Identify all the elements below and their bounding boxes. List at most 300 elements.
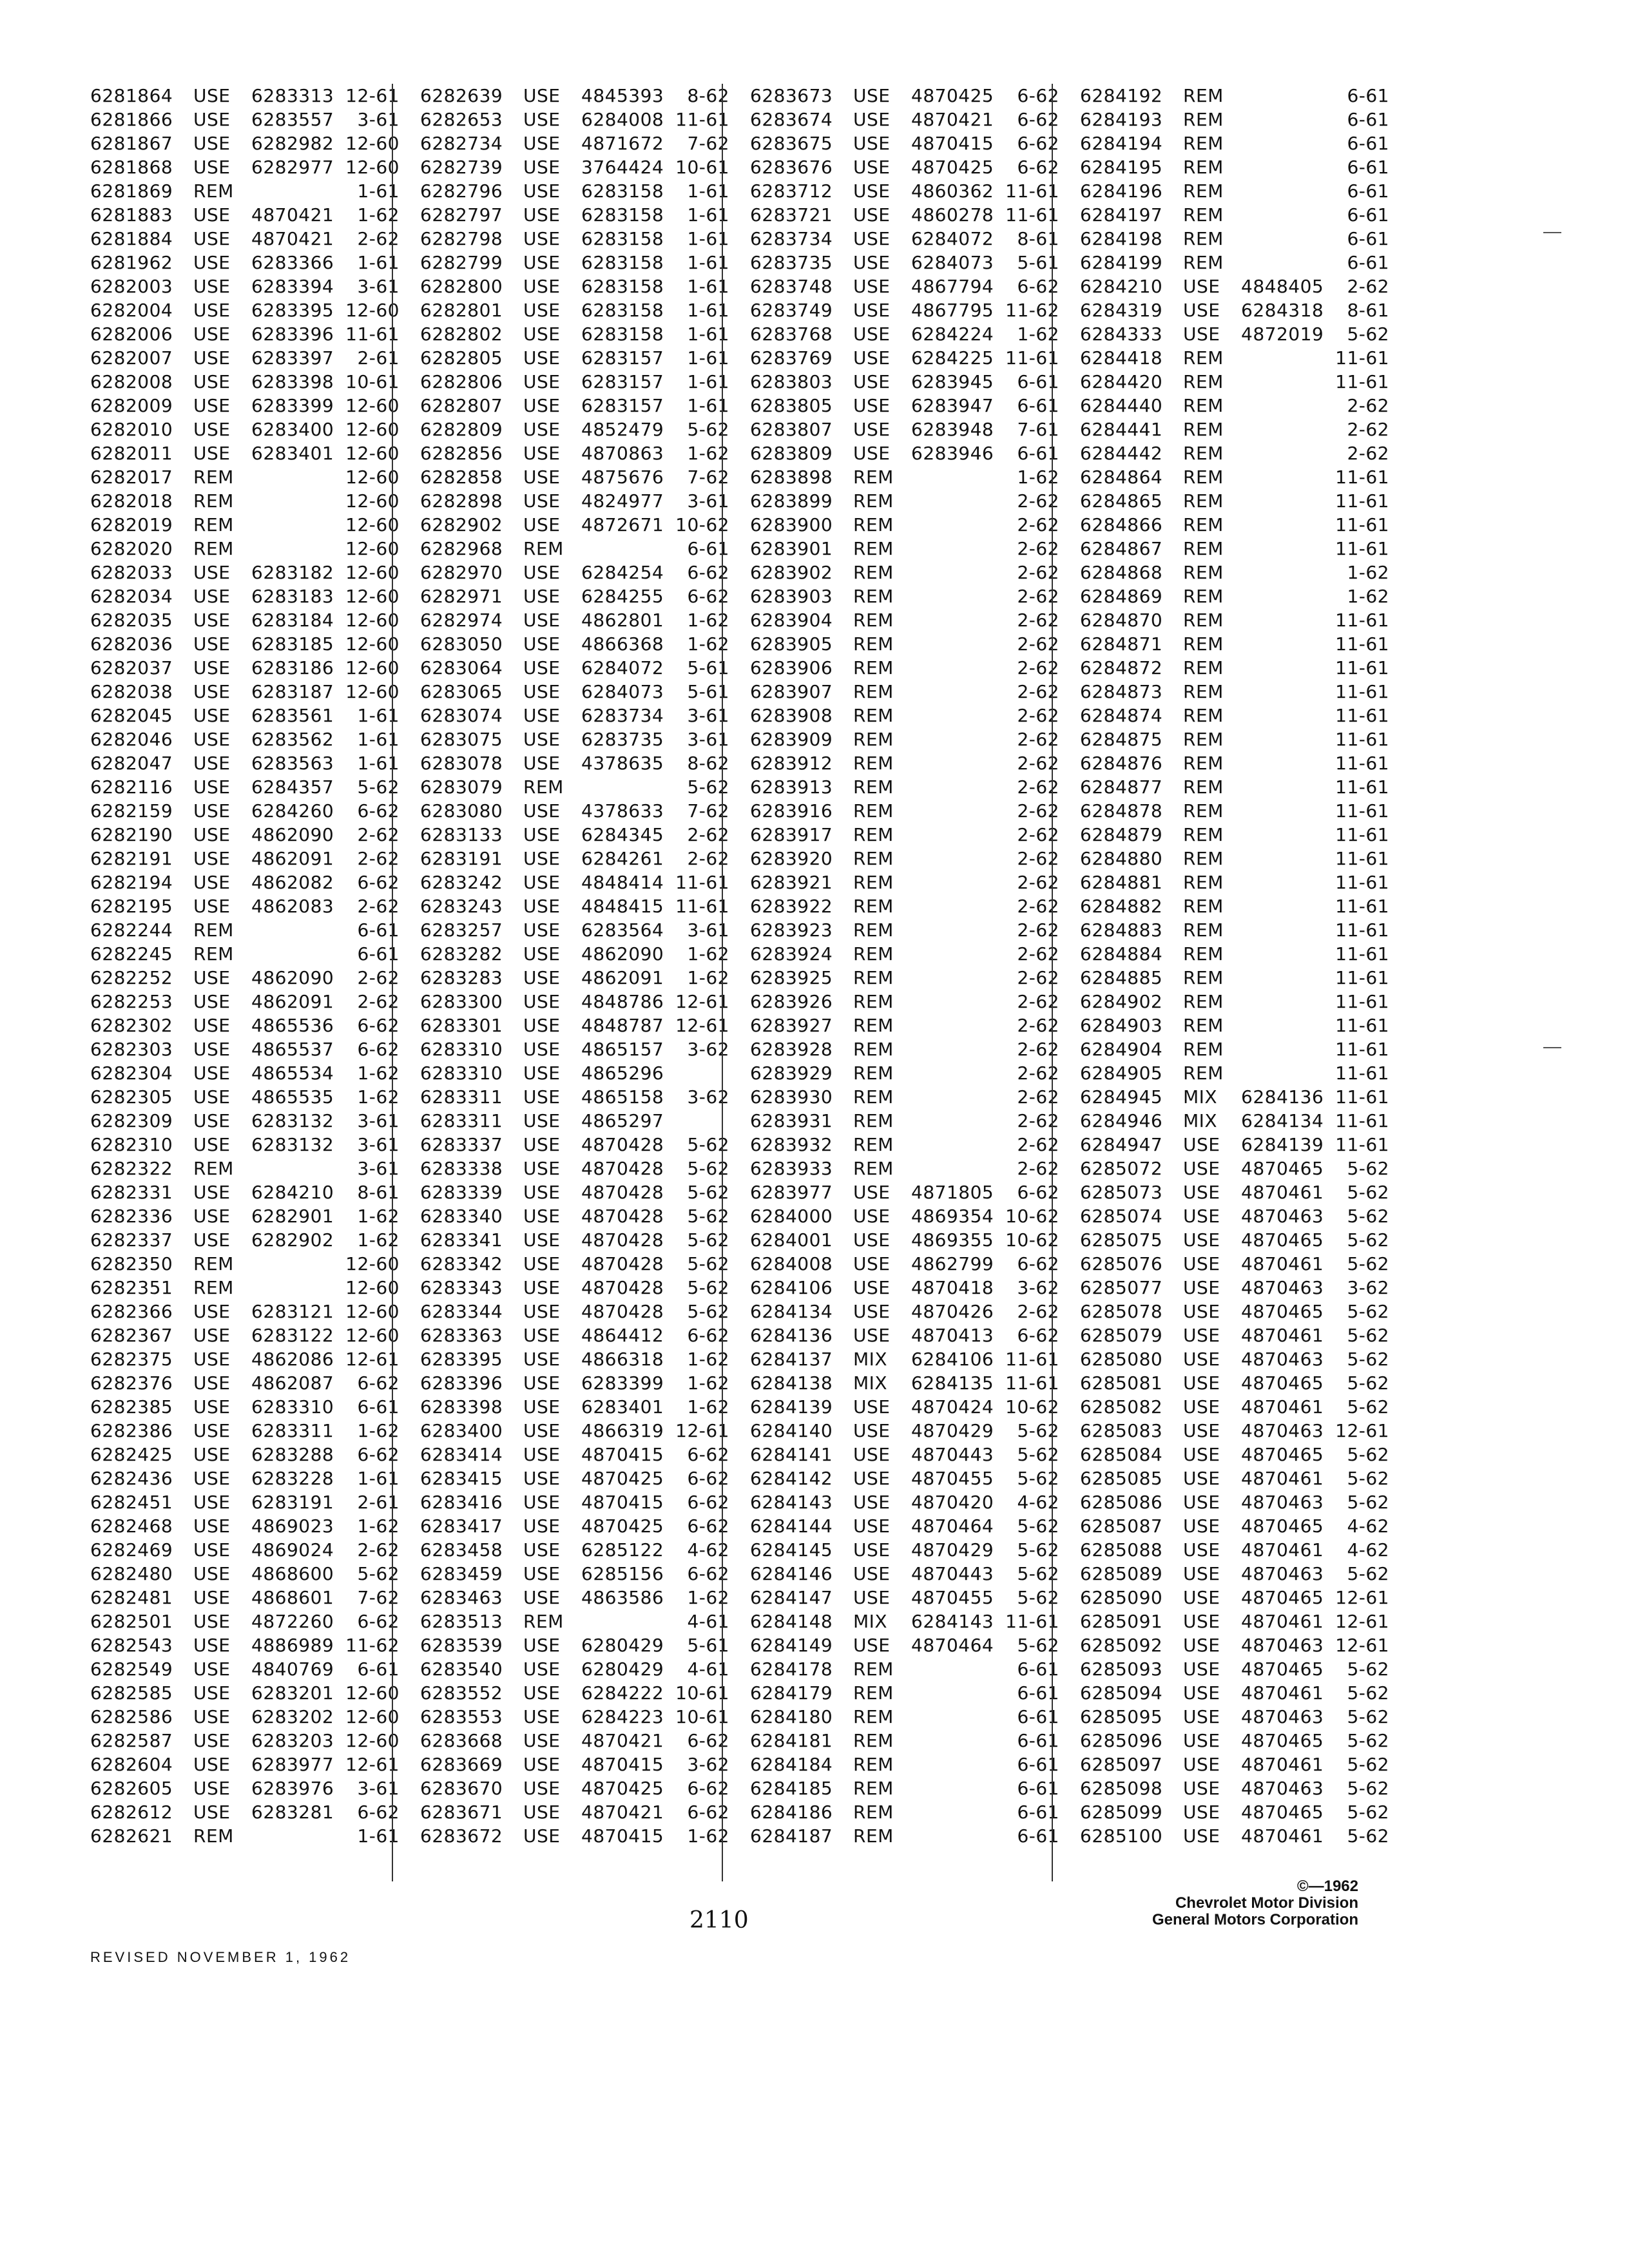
date: 11-61 <box>1335 1086 1389 1108</box>
part-number: 6282734 <box>420 133 503 154</box>
action: USE <box>193 610 231 631</box>
date: 5-62 <box>1017 1635 1059 1656</box>
index-row <box>90 251 400 274</box>
action: REM <box>1183 610 1224 631</box>
date: 12-61 <box>1335 1635 1389 1656</box>
action: USE <box>1183 1611 1220 1632</box>
action: REM <box>1183 490 1224 512</box>
part-number: 6282898 <box>420 490 503 512</box>
action: USE <box>1183 1754 1220 1775</box>
date: 6-62 <box>687 1515 729 1537</box>
replacement-number: 6284072 <box>581 657 664 678</box>
part-number: 6282971 <box>420 586 503 607</box>
part-number: 6283977 <box>750 1182 833 1203</box>
index-row <box>1080 1300 1389 1323</box>
part-number: 6283671 <box>420 1802 503 1823</box>
date: 6-62 <box>1017 1182 1059 1203</box>
action: USE <box>523 1706 561 1727</box>
replacement-number <box>911 727 1001 751</box>
replacement-number: 4870461 <box>1241 1396 1324 1418</box>
action: USE <box>523 490 561 512</box>
index-row <box>90 942 400 966</box>
date: 11-61 <box>1335 943 1389 965</box>
replacement-number <box>911 1133 1001 1157</box>
part-number: 6283748 <box>750 276 833 297</box>
action: REM <box>853 729 894 750</box>
part-number: 6284418 <box>1080 347 1163 369</box>
action: USE <box>193 133 231 154</box>
date: 2-61 <box>357 347 400 369</box>
replacement-number: 6283313 <box>251 85 334 106</box>
date: 10-62 <box>675 514 729 535</box>
replacement-number <box>911 1729 1001 1753</box>
date: 6-62 <box>1017 109 1059 130</box>
part-number: 6284868 <box>1080 562 1163 583</box>
replacement-number <box>911 1824 1001 1848</box>
index-row <box>750 1610 1059 1633</box>
replacement-number: 4862090 <box>581 943 664 965</box>
part-number: 6283395 <box>420 1349 503 1370</box>
part-number: 6282639 <box>420 85 503 106</box>
date: 3-62 <box>687 1754 729 1775</box>
action: REM <box>1183 85 1224 106</box>
date: 5-62 <box>1347 1396 1389 1418</box>
index-row <box>420 608 729 632</box>
replacement-number <box>911 465 1001 489</box>
action: USE <box>193 1349 231 1370</box>
replacement-number: 4867795 <box>911 300 994 321</box>
date: 7-62 <box>687 800 729 822</box>
replacement-number: 6284318 <box>1241 300 1324 321</box>
date: 5-62 <box>1347 1778 1389 1799</box>
action: USE <box>193 1754 231 1775</box>
page-number: 2110 <box>689 1907 749 1934</box>
action: USE <box>523 633 561 655</box>
date: 6-61 <box>1017 1658 1059 1680</box>
part-number: 6283283 <box>420 967 503 988</box>
part-number: 6283282 <box>420 943 503 965</box>
replacement-number: 4848415 <box>581 896 664 917</box>
date: 6-62 <box>357 872 400 893</box>
part-number: 6284184 <box>750 1754 833 1775</box>
action: USE <box>193 991 231 1012</box>
action: USE <box>193 1086 231 1108</box>
index-row <box>1080 561 1389 584</box>
part-number: 6282194 <box>90 872 173 893</box>
index-row <box>750 1133 1059 1157</box>
date: 5-62 <box>1017 1420 1059 1441</box>
replacement-number: 4870461 <box>1241 1539 1324 1561</box>
date: 6-62 <box>357 1015 400 1036</box>
date: 5-62 <box>1347 1182 1389 1203</box>
date: 12-60 <box>345 514 400 535</box>
date: 6-62 <box>687 1778 729 1799</box>
part-number: 6282802 <box>420 323 503 345</box>
action: USE <box>193 395 231 416</box>
index-row <box>420 394 729 418</box>
action: REM <box>853 1039 894 1060</box>
date: 1-62 <box>357 1229 400 1251</box>
date: 5-62 <box>1347 1658 1389 1680</box>
replacement-number: 4865158 <box>581 1086 664 1108</box>
date: 6-61 <box>1017 443 1059 464</box>
index-row <box>420 823 729 847</box>
replacement-number <box>581 537 671 561</box>
index-row <box>750 632 1059 656</box>
index-row <box>90 847 400 870</box>
index-row <box>90 298 400 322</box>
action: USE <box>523 1468 561 1489</box>
date: 7-62 <box>357 1587 400 1608</box>
part-number: 6282796 <box>420 180 503 202</box>
date: 3-61 <box>687 729 729 750</box>
index-row <box>1080 1681 1389 1705</box>
action: USE <box>193 1134 231 1155</box>
part-number: 6282468 <box>90 1515 173 1537</box>
part-number: 6283906 <box>750 657 833 678</box>
part-number: 6282322 <box>90 1158 173 1179</box>
index-row <box>1080 131 1389 155</box>
index-row <box>420 155 729 179</box>
action: USE <box>193 705 231 726</box>
part-number: 6283338 <box>420 1158 503 1179</box>
replacement-number <box>581 1610 671 1633</box>
action: USE <box>523 1563 561 1584</box>
replacement-number: 6283366 <box>251 252 334 273</box>
index-row <box>1080 84 1389 108</box>
action: REM <box>853 800 894 822</box>
part-number: 6284881 <box>1080 872 1163 893</box>
part-number: 6284000 <box>750 1206 833 1227</box>
date: 1-61 <box>687 371 729 392</box>
index-row <box>750 489 1059 513</box>
replacement-number: 6283562 <box>251 729 334 750</box>
action: USE <box>523 991 561 1012</box>
replacement-number: 4862083 <box>251 896 334 917</box>
action: USE <box>1183 1682 1220 1704</box>
index-row <box>420 704 729 727</box>
index-row <box>750 966 1059 990</box>
part-number: 6282047 <box>90 753 173 774</box>
action: USE <box>523 1515 561 1537</box>
date: 1-61 <box>687 300 729 321</box>
replacement-number: 6284139 <box>1241 1134 1324 1155</box>
date: 6-61 <box>1017 1706 1059 1727</box>
date: 1-62 <box>1347 586 1389 607</box>
action: USE <box>523 1253 561 1274</box>
index-row <box>420 1109 729 1133</box>
index-row <box>90 465 400 489</box>
date: 8-62 <box>687 753 729 774</box>
date: 6-61 <box>1347 109 1389 130</box>
replacement-number <box>251 513 342 537</box>
replacement-number <box>911 823 1001 847</box>
index-row <box>750 274 1059 298</box>
replacement-number: 4870425 <box>911 85 994 106</box>
action: USE <box>853 276 891 297</box>
action: USE <box>523 419 561 440</box>
part-number: 6285079 <box>1080 1325 1163 1346</box>
index-row <box>90 1538 400 1562</box>
index-row <box>750 1276 1059 1300</box>
part-number: 6283243 <box>420 896 503 917</box>
action: USE <box>523 1396 561 1418</box>
part-number: 6281869 <box>90 180 173 202</box>
replacement-number: 4865157 <box>581 1039 664 1060</box>
action: USE <box>193 1182 231 1203</box>
index-row <box>750 775 1059 799</box>
column-divider-1 <box>392 84 393 1881</box>
replacement-number: 6283158 <box>581 323 664 345</box>
index-row <box>90 1061 400 1085</box>
replacement-number: 6283977 <box>251 1754 334 1775</box>
part-number: 6282425 <box>90 1444 173 1465</box>
action: REM <box>193 180 234 202</box>
replacement-number: 4870455 <box>911 1468 994 1489</box>
date: 5-62 <box>1017 1444 1059 1465</box>
index-row <box>750 1037 1059 1061</box>
index-row <box>420 1657 729 1681</box>
part-number: 6284148 <box>750 1611 833 1632</box>
replacement-number: 4870425 <box>581 1468 664 1489</box>
date: 6-62 <box>1017 85 1059 106</box>
replacement-number: 6284261 <box>581 848 664 869</box>
index-row <box>1080 394 1389 418</box>
part-number: 6283900 <box>750 514 833 535</box>
action: USE <box>1183 1515 1220 1537</box>
date: 1-62 <box>1017 466 1059 488</box>
action: USE <box>523 753 561 774</box>
replacement-number: 4865535 <box>251 1086 334 1108</box>
action: REM <box>1183 514 1224 535</box>
index-row <box>90 1133 400 1157</box>
part-number: 6282253 <box>90 991 173 1012</box>
date: 11-62 <box>345 1635 400 1656</box>
date: 11-61 <box>1335 681 1389 702</box>
action: USE <box>853 1468 891 1489</box>
action: USE <box>1183 1372 1220 1394</box>
replacement-number <box>911 1800 1001 1824</box>
action: USE <box>523 1158 561 1179</box>
part-number: 6282386 <box>90 1420 173 1441</box>
action: USE <box>853 252 891 273</box>
index-row <box>420 1705 729 1729</box>
action: USE <box>193 1658 231 1680</box>
date: 5-61 <box>1017 252 1059 273</box>
date: 11-61 <box>1335 848 1389 869</box>
index-row <box>1080 990 1389 1014</box>
date: 1-62 <box>1017 323 1059 345</box>
date: 3-61 <box>357 1134 400 1155</box>
part-number: 6283904 <box>750 610 833 631</box>
date: 2-62 <box>1017 514 1059 535</box>
margin-tick-mark <box>1543 1047 1561 1048</box>
action: REM <box>853 705 894 726</box>
replacement-number: 4870426 <box>911 1301 994 1322</box>
index-row <box>1080 1276 1389 1300</box>
action: USE <box>523 252 561 273</box>
part-number: 6283670 <box>420 1778 503 1799</box>
replacement-number: 4875676 <box>581 466 664 488</box>
part-number: 6283553 <box>420 1706 503 1727</box>
replacement-number: 4862090 <box>251 824 334 845</box>
index-row <box>420 584 729 608</box>
index-row <box>1080 1633 1389 1657</box>
part-number: 6283075 <box>420 729 503 750</box>
replacement-number <box>1241 108 1331 131</box>
action: REM <box>1183 395 1224 416</box>
date: 11-61 <box>1005 1349 1059 1370</box>
part-number: 6283923 <box>750 919 833 941</box>
date: 5-62 <box>687 1253 729 1274</box>
index-row <box>90 1014 400 1037</box>
date: 6-61 <box>357 1658 400 1680</box>
part-number: 6284142 <box>750 1468 833 1489</box>
index-row <box>420 1419 729 1443</box>
index-row <box>750 1490 1059 1514</box>
part-number: 6285085 <box>1080 1468 1163 1489</box>
action: REM <box>193 1825 234 1847</box>
index-row <box>420 1157 729 1180</box>
date: 1-61 <box>687 228 729 249</box>
replacement-number: 6283191 <box>251 1492 334 1513</box>
date: 2-62 <box>1017 490 1059 512</box>
index-row <box>750 1466 1059 1490</box>
replacement-number: 6283288 <box>251 1444 334 1465</box>
action: USE <box>193 657 231 678</box>
part-number: 6282045 <box>90 705 173 726</box>
action: USE <box>1183 1349 1220 1370</box>
part-number: 6284440 <box>1080 395 1163 416</box>
replacement-number: 6283187 <box>251 681 334 702</box>
action: REM <box>853 919 894 941</box>
index-row <box>750 1109 1059 1133</box>
replacement-number: 4870425 <box>581 1778 664 1799</box>
index-row <box>90 1753 400 1776</box>
replacement-number <box>1241 942 1331 966</box>
replacement-number: 4862091 <box>251 848 334 869</box>
action: REM <box>193 514 234 535</box>
replacement-number: 6283394 <box>251 276 334 297</box>
action: USE <box>193 1611 231 1632</box>
date: 2-62 <box>1017 1086 1059 1108</box>
date: 4-61 <box>687 1658 729 1680</box>
index-row <box>750 799 1059 823</box>
part-number: 6283540 <box>420 1658 503 1680</box>
replacement-number: 4870415 <box>581 1492 664 1513</box>
part-number: 6284196 <box>1080 180 1163 202</box>
index-row <box>90 131 400 155</box>
date: 12-61 <box>1335 1587 1389 1608</box>
index-row <box>1080 1753 1389 1776</box>
index-row <box>750 1633 1059 1657</box>
part-number: 6282331 <box>90 1182 173 1203</box>
index-row <box>90 1657 400 1681</box>
part-number: 6283674 <box>750 109 833 130</box>
action: USE <box>523 1492 561 1513</box>
replacement-number: 6283401 <box>251 443 334 464</box>
index-row <box>750 1562 1059 1586</box>
action: USE <box>523 1134 561 1155</box>
replacement-number: 4848405 <box>1241 276 1324 297</box>
action: REM <box>853 1706 894 1727</box>
action: REM <box>193 538 234 559</box>
index-row <box>90 704 400 727</box>
index-row <box>420 942 729 966</box>
action: USE <box>523 1182 561 1203</box>
index-row <box>90 1586 400 1610</box>
date: 6-62 <box>1017 1325 1059 1346</box>
action: USE <box>193 1778 231 1799</box>
date: 10-61 <box>675 157 729 178</box>
replacement-number: 4870455 <box>911 1587 994 1608</box>
part-number: 6283311 <box>420 1086 503 1108</box>
date: 11-61 <box>1005 1611 1059 1632</box>
part-number: 6284186 <box>750 1802 833 1823</box>
date: 5-62 <box>1347 1468 1389 1489</box>
part-number: 6282245 <box>90 943 173 965</box>
date: 6-61 <box>1017 1802 1059 1823</box>
index-row <box>750 1729 1059 1753</box>
replacement-number: 6283310 <box>251 1396 334 1418</box>
date: 11-61 <box>1335 967 1389 988</box>
index-row <box>1080 608 1389 632</box>
index-row <box>420 108 729 131</box>
part-number: 6285091 <box>1080 1611 1163 1632</box>
index-row <box>1080 1586 1389 1610</box>
date: 5-62 <box>1347 1825 1389 1847</box>
index-row <box>1080 274 1389 298</box>
date: 1-61 <box>687 347 729 369</box>
action: USE <box>1183 1325 1220 1346</box>
index-row <box>420 1562 729 1586</box>
part-number: 6283133 <box>420 824 503 845</box>
replacement-number: 6282901 <box>251 1206 334 1227</box>
date: 1-61 <box>687 276 729 297</box>
replacement-number: 4870463 <box>1241 1277 1324 1298</box>
part-number: 6283905 <box>750 633 833 655</box>
part-number: 6284883 <box>1080 919 1163 941</box>
action: REM <box>853 824 894 845</box>
index-row <box>1080 584 1389 608</box>
date: 8-62 <box>687 85 729 106</box>
part-number: 6284138 <box>750 1372 833 1394</box>
date: 11-61 <box>1335 657 1389 678</box>
action: USE <box>1183 1706 1220 1727</box>
index-row <box>90 561 400 584</box>
replacement-number: 6284357 <box>251 776 334 798</box>
part-number: 6285078 <box>1080 1301 1163 1322</box>
part-number: 6283300 <box>420 991 503 1012</box>
index-row <box>420 465 729 489</box>
index-row <box>750 370 1059 394</box>
action: USE <box>523 1444 561 1465</box>
part-number: 6284873 <box>1080 681 1163 702</box>
replacement-number: 4862090 <box>251 967 334 988</box>
action: USE <box>853 1587 891 1608</box>
replacement-number: 4840769 <box>251 1658 334 1680</box>
index-row <box>1080 823 1389 847</box>
action: USE <box>1183 1134 1220 1155</box>
index-row <box>90 608 400 632</box>
replacement-number: 4870464 <box>911 1515 994 1537</box>
part-number: 6282303 <box>90 1039 173 1060</box>
date: 5-61 <box>687 681 729 702</box>
date: 5-62 <box>1017 1563 1059 1584</box>
action: MIX <box>853 1372 888 1394</box>
action: USE <box>523 1086 561 1108</box>
replacement-number: 4870428 <box>581 1158 664 1179</box>
